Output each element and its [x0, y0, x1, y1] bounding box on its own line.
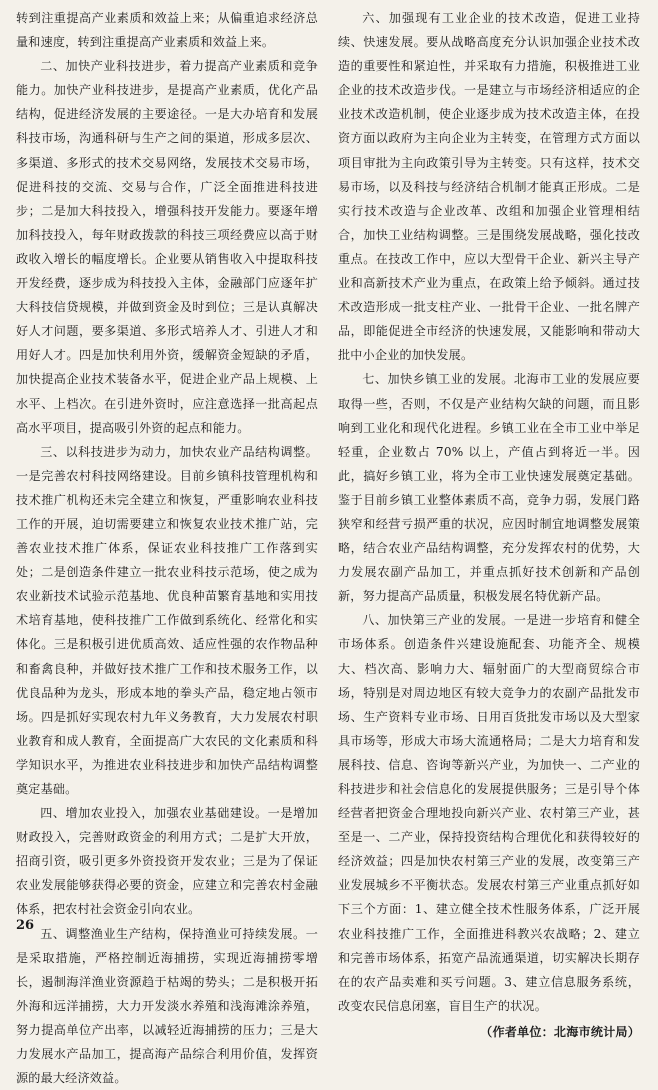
paragraph-section-4: 四、增加农业投入，加强农业基础建设。一是增加财政投入，完善财政资金的利用方式；二是扩大开放，招商引资，吸引更多外资投资开发农业；三是为了保证农业发展能够获得必要的资金，应建立和完善农村金融体系，把农村社会资金引向农业。 [16, 806, 318, 917]
paragraph-section-2: 二、加快产业科技进步，着力提高产业素质和竞争能力。加快产业科技进步，是提高产业素质，优化产品结构，促进经济发展的主要途径。一是大办培育和发展科技市场，沟通科研与生产之间的渠道，形成多层次、多渠道、多形式的技术交易网络，发展技术交易市场，促进科技的交流、交易与合作，广泛全面推进科技进步；二是加大科技投入，增强科技开发能力。要逐年增加科技投入，每年财政拨款的科技三项经费应以高于财政收入增长的幅度增长。企业要从销售收入中提取科技开发经费，逐步成为科技投入主体，金融部门应逐年扩大科技信贷规模，并做到资金及时到位；三是认真解决好人才问题，要多渠道、多形式培养人才、引进人才和用好人才。四是加快利用外资，缓解资金短缺的矛盾，加快提高企业技术装备水平，促进企业产品上规模、上水平、上档次。在引进外资时，应注意选择一批高起点高水平项目，提高吸引外资的起点和能力。 [16, 59, 318, 435]
paragraph-section-8: 八、加快第三产业的发展。一是进一步培育和健全市场体系。创造条件兴建设施配套、功能齐全、规模大、档次高、影响力大、辐射面广的大型商贸综合市场，特别是对周边地区有较大竞争力的农副产品批发市场、生产资料专业市场、日用百货批发市场以及大型家具市场等，形成大市场大流通格局；二是大力培育和发展科技、信息、咨询等新兴产业，为加快一、二产业的科技进步和社会信息化的发展提供服务；三是引导个体经营者把资金合理地投向新兴产业、农村第三产业，甚至是一、二产业，保持投资结构合理优化和获得较好的经济效益；四是加快农村第三产业的发展，改变第三产业发展城乡不平衡状态。发展农村第三产业重点抓好如下三个方面：1、建立健全技术性服务体系，广泛开展农业科技推广工作，全面推进科教兴农战略；2、建立和完善市场体系，拓宽产品流通渠道，切实解决长期存在的农产品卖难和买亏问题。3、建立信息服务系统，改变农民信息闭塞，盲目生产的状况。 [338, 613, 640, 1013]
right-column [338, 6, 640, 1044]
paragraph-section-7: 七、加快乡镇工业的发展。北海市工业的发展应要取得一些，否则，不仅是产业结构欠缺的问题，而且影响到工业化和现代化进程。乡镇工业在全市工业中举足轻重，企业数占 70% 以上，产值占到将近一半。因此，搞好乡镇工业，将为全市工业快速发展奠定基础。鉴于目前乡镇工业整体素质不高，竞争力弱，发展门路狭窄和经营亏损严重的状况，应因时制宜地调整发展策略，结合农业产品结构调整，充分发挥农村的优势，大力发展农副产品加工，并重点抓好技术创新和产品创新，努力提高产品质量，积极发展名特优新产品。 [338, 372, 640, 604]
paragraph-section-6: 六、加强现有工业企业的技术改造，促进工业持续、快速发展。要从战略高度充分认识加强企业技术改造的重要性和紧迫性，并采取有力措施，积极推进工业企业的技术改造步伐。一是建立与市场经济相适应的企业技术改造机制，使企业逐步成为技术改造主体，在投资方面以政府为主向企业为主转变，在管理方式方面以项目审批为主向政策引导为主转变。只有这样，技术交易市场，以及科技与经济结合机制才能真正形成。二是实行技术改造与企业改革、改组和加强企业管理相结合，加快工业结构调整。三是围绕发展战略，强化技改重点。在技改工作中，应以大型骨干企业、新兴主导产业和高新技术产业为重点，在政策上给予倾斜。通过技术改造形成一批支柱产业、一批骨干企业、一批名牌产品，即能促进全市经济的快速发展，又能影响和带动大批中小企业的加快发展。 [338, 11, 640, 363]
left-column [16, 6, 318, 1090]
paragraph-section-5: 五、调整渔业生产结构，保持渔业可持续发展。一是采取措施，严格控制近海捕捞，实现近海捕捞零增长，遏制海洋渔业资源趋于枯竭的势头；二是积极开拓外海和远洋捕捞，大力开发淡水养殖和浅海滩涂养殖，努力提高单位产出率，以减轻近海捕捞的压力；三是大力发展水产品加工，提高海产品综合利用价值，发挥资源的最大经济效益。 [16, 926, 318, 1086]
author-affiliation: （作者单位：北海市统计局） [480, 1024, 640, 1039]
paragraph-continuation: 转到注重提高产业素质和效益上来；从偏重追求经济总量和速度，转到注重提高产业素质和效益上来。 [16, 11, 318, 50]
page-number: 26 [16, 918, 35, 933]
paragraph-section-3: 三、以科技进步为动力，加快农业产品结构调整。一是完善农村科技网络建设。目前乡镇科技管理机构和技术推广机构还未完全建立和恢复，严重影响农业科技工作的开展，迫切需要建立和恢复农业技术推广站，完善农业技术推广体系，保证农业科技推广工作落到实处；二是创造条件建立一批农业科技示范场，使之成为农业新技术试验示范基地、优良种苗繁育基地和实用技术培育基地，使科技推广工作做到系统化、经常化和实体化。三是积极引进优质高效、适应性强的农作物品种和畜禽良种，并做好技术推广工作和技术服务工作，以优良品种为龙头，形成本地的拳头产品，稳定地占领市场。四是抓好实现农村九年义务教育，大力发展农村职业教育和成人教育，全面提高广大农民的文化素质和科学知识水平，为推进农业科技进步和加快产品结构调整奠定基础。 [16, 444, 318, 796]
